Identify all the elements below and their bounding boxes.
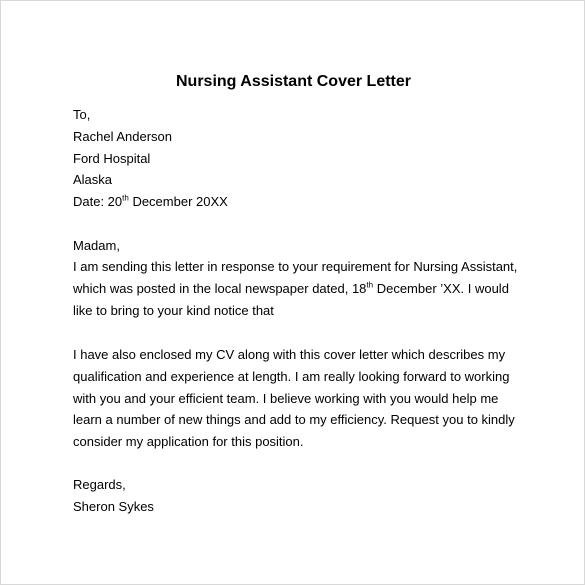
- recipient-address: [73, 104, 518, 213]
- document-title: Nursing Assistant Cover Letter: [175, 73, 411, 90]
- paragraph-2-line: I have also enclosed my CV along with this cover letter which describes my: [73, 347, 506, 362]
- salutation: [73, 235, 518, 257]
- address-to: To,: [73, 107, 91, 122]
- paragraph-2-line: consider my application for this position.: [73, 434, 304, 450]
- paragraph-2-line: with you and your efficient team. I believe working with you would help me: [73, 390, 499, 406]
- date-suffix: December 20XX: [128, 194, 228, 210]
- paragraph-1: [73, 256, 518, 321]
- recipient-organization: Ford Hospital: [73, 150, 151, 166]
- paragraph-2: [73, 344, 518, 453]
- paragraph-2-line: qualification and experience at length. I am really looking forward to working: [73, 368, 510, 384]
- recipient-name: Rachel Anderson: [73, 128, 173, 144]
- paragraph-1-line: like to bring to your kind notice that: [73, 302, 274, 318]
- paragraph-1-line: [73, 278, 518, 300]
- date-superscript: th: [122, 193, 129, 203]
- letter-date: [73, 191, 518, 213]
- paragraph-1-superscript: th: [366, 280, 374, 290]
- recipient-location: Alaska: [73, 172, 113, 188]
- paragraph-1-line-2-suffix: December ’XX. I would: [373, 280, 509, 296]
- signature-name: Sheron Sykes: [73, 498, 154, 514]
- closing-regards: Regards,: [73, 477, 126, 492]
- paragraph-1-line-2-prefix: which was posted in the local newspaper dated, 18: [73, 280, 367, 296]
- salutation-text: Madam,: [73, 238, 120, 253]
- closing: [73, 474, 518, 518]
- paragraph-1-line: I am sending this letter in response to your requirement for Nursing Assistant,: [73, 259, 518, 274]
- paragraph-2-line: learn a number of new things and add to my efficiency. Request you to kindly: [73, 412, 515, 428]
- date-prefix: Date: 20: [73, 194, 123, 210]
